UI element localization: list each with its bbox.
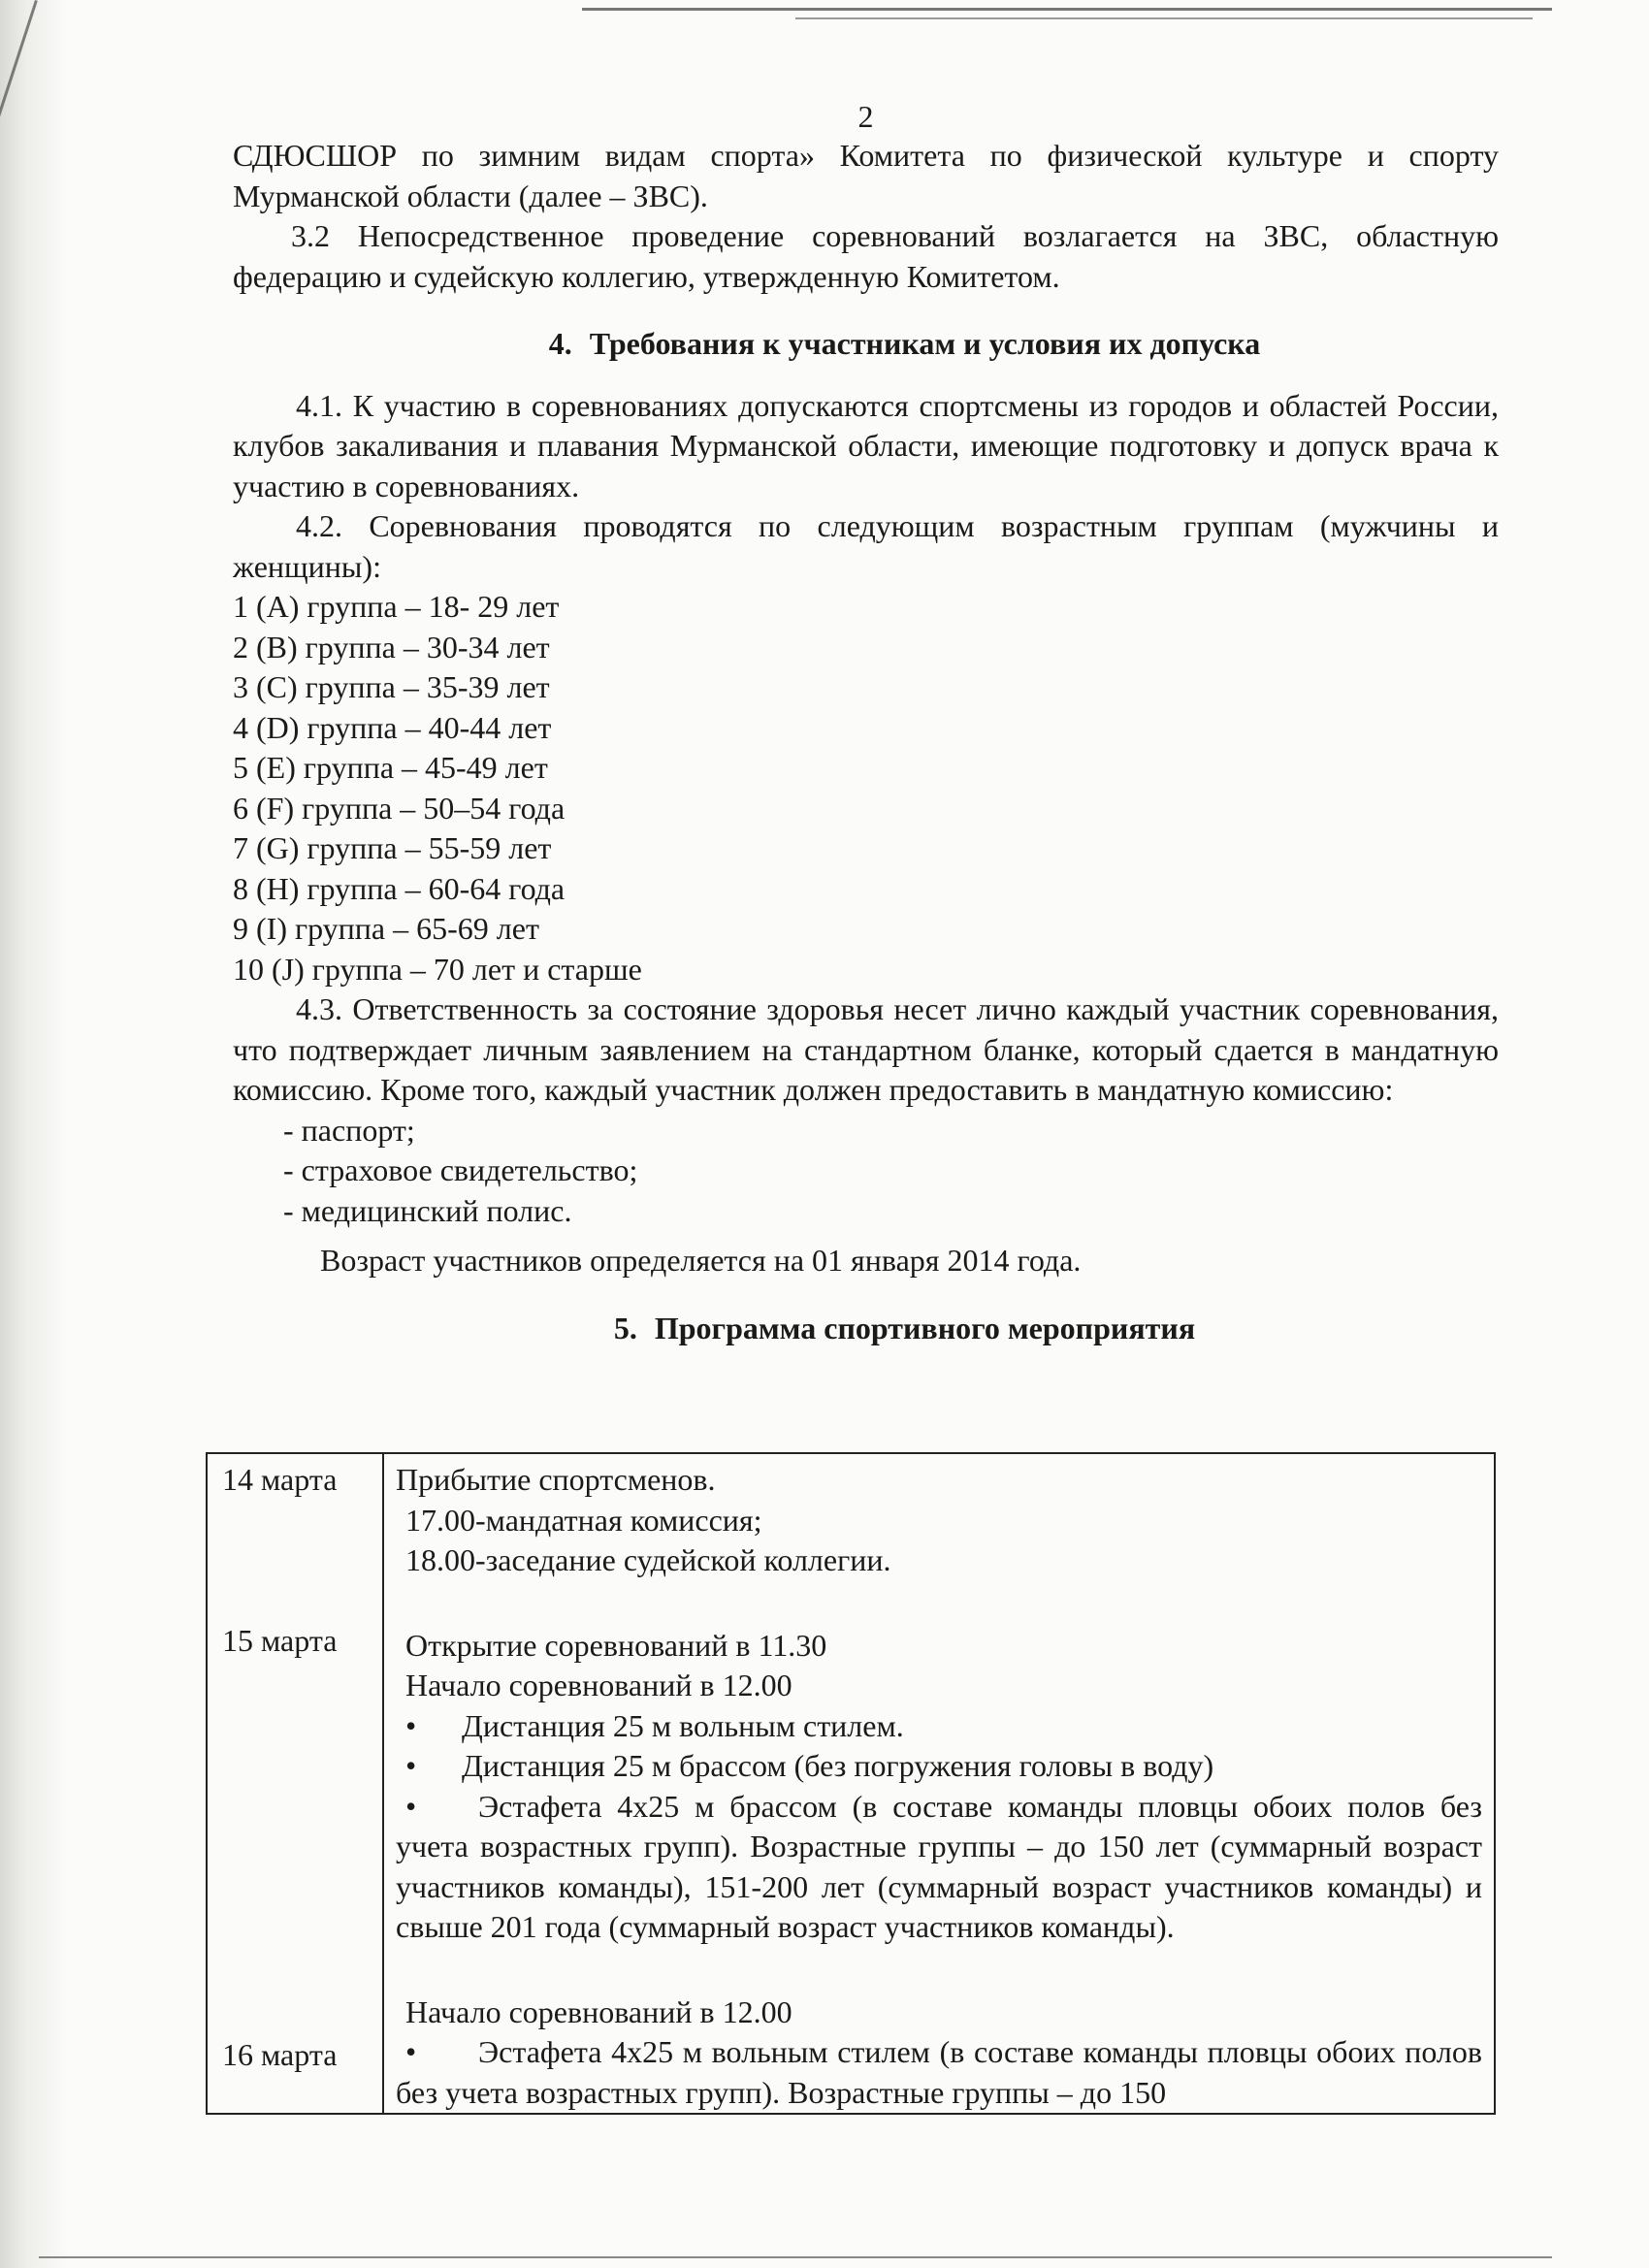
age-group: 4 (D) группа – 40-44 лет [233, 709, 552, 745]
schedule-line: Открытие соревнований в 11.30 [405, 1627, 827, 1663]
bullet-icon: • [405, 2034, 417, 2069]
age-group: 3 (C) группа – 35-39 лет [233, 669, 550, 704]
bullet-item: • Эстафета 4х25 м брассом (в составе команды пловцы обоих полов без учета возрастных групп). Возрастные группы – до 150 лет (суммарный возраст участников команды), 151-200 лет (суммарный возраст участников команды) и свыше 201 года (суммарный возраст участников команды). [396, 1788, 1482, 1944]
schedule-column [383, 1453, 1495, 2114]
table-row [207, 1453, 1495, 2114]
section-4-number: 4. [548, 326, 572, 361]
section-5-heading [233, 1309, 1499, 1349]
schedule-line: Начало соревнований в 12.00 [405, 1993, 792, 2029]
scan-artifact-bottom-rule [39, 2256, 1552, 2258]
schedule-line: 17.00-мандатная комиссия; [405, 1502, 762, 1538]
item-4-1: 4.1. К участию в соревнованиях допускаются спортсмены из городов и областей России, клубов закаливания и плавания Мурманской области, имеющие подготовку и допуск врача к участию в соревнованиях. [233, 387, 1499, 503]
age-group: 5 (E) группа – 45-49 лет [233, 750, 548, 785]
age-group: 1 (A) группа – 18- 29 лет [233, 589, 560, 624]
item-3-2: 3.2 Непосредственное проведение соревнований возлагается на ЗВС, областную федерацию и судейскую коллегию, утвержденную Комитетом. [233, 218, 1499, 294]
bullet-item: • Дистанция 25 м вольным стилем. [396, 1706, 1482, 1747]
schedule-line: Начало соревнований в 12.00 [405, 1668, 792, 1702]
document-item: - медицинский полис. [283, 1192, 572, 1228]
section-5-title: Программа спортивного мероприятия [654, 1310, 1196, 1345]
scan-artifact-top-rule-2 [795, 17, 1533, 19]
age-group: 6 (F) группа – 50–54 года [233, 790, 566, 826]
bullet-icon: • [405, 1748, 417, 1783]
bullet-item: • Эстафета 4х25 м вольным стилем (в составе команды пловцы обоих полов без учета возрастных групп). Возрастные группы – до 150 [396, 2034, 1482, 2110]
day-block-16 [396, 1987, 1482, 2114]
age-group: 7 (G) группа – 55-59 лет [233, 830, 552, 865]
document-item: - страховое свидетельство; [283, 1152, 638, 1187]
bullet-icon: • [405, 1788, 417, 1824]
age-group: 9 (I) группа – 65-69 лет [233, 911, 539, 946]
date-column [207, 1453, 383, 2114]
day-block-15 [396, 1620, 1482, 1948]
date-label: 14 марта [222, 1462, 338, 1497]
document-page [233, 97, 1499, 1370]
age-group: 10 (J) группа – 70 лет и старше [233, 951, 642, 987]
section-4-heading [233, 324, 1499, 365]
age-group: 2 (B) группа – 30-34 лет [233, 629, 550, 664]
item-4-3: 4.3. Ответственность за состояние здоровья несет лично каждый участник соревнования, что подтверждает личным заявлением на стандартном бланке, который сдается в мандатную комиссию. Кроме того, каждый участник должен предоставить в мандатную комиссию: [233, 991, 1499, 1107]
date-label: 16 марта [222, 2037, 338, 2072]
schedule-line: 18.00-заседание судейской коллегии. [405, 1542, 891, 1577]
age-group: 8 (H) группа – 60-64 года [233, 870, 566, 906]
required-documents-list [233, 1111, 1499, 1232]
day-block-14 [396, 1454, 1482, 1581]
scan-shadow-edge [0, 0, 68, 2268]
section-4-title: Требования к участникам и условия их допуска [589, 326, 1261, 361]
bullet-icon: • [405, 1707, 417, 1743]
age-groups-list [233, 587, 1499, 989]
intro-continuation: СДЮСШОР по зимним видам спорта» Комитета по физической культуре и спорту Мурманской области (далее – ЗВС). [233, 138, 1499, 213]
program-table [206, 1452, 1496, 2115]
scan-artifact-top-rule [582, 8, 1552, 11]
age-note: Возраст участников определяется на 01 января 2014 года. [320, 1243, 1082, 1278]
bullet-item: • Дистанция 25 м брассом (без погружения головы в воду) [396, 1746, 1482, 1787]
document-item: - паспорт; [283, 1112, 415, 1148]
section-5-number: 5. [613, 1310, 637, 1345]
item-4-2: 4.2. Соревнования проводятся по следующим возрастным группам (мужчины и женщины): [233, 508, 1499, 584]
page-number: 2 [857, 99, 874, 134]
schedule-line: Прибытие спортсменов. [396, 1462, 716, 1497]
date-label: 15 марта [222, 1622, 338, 1658]
